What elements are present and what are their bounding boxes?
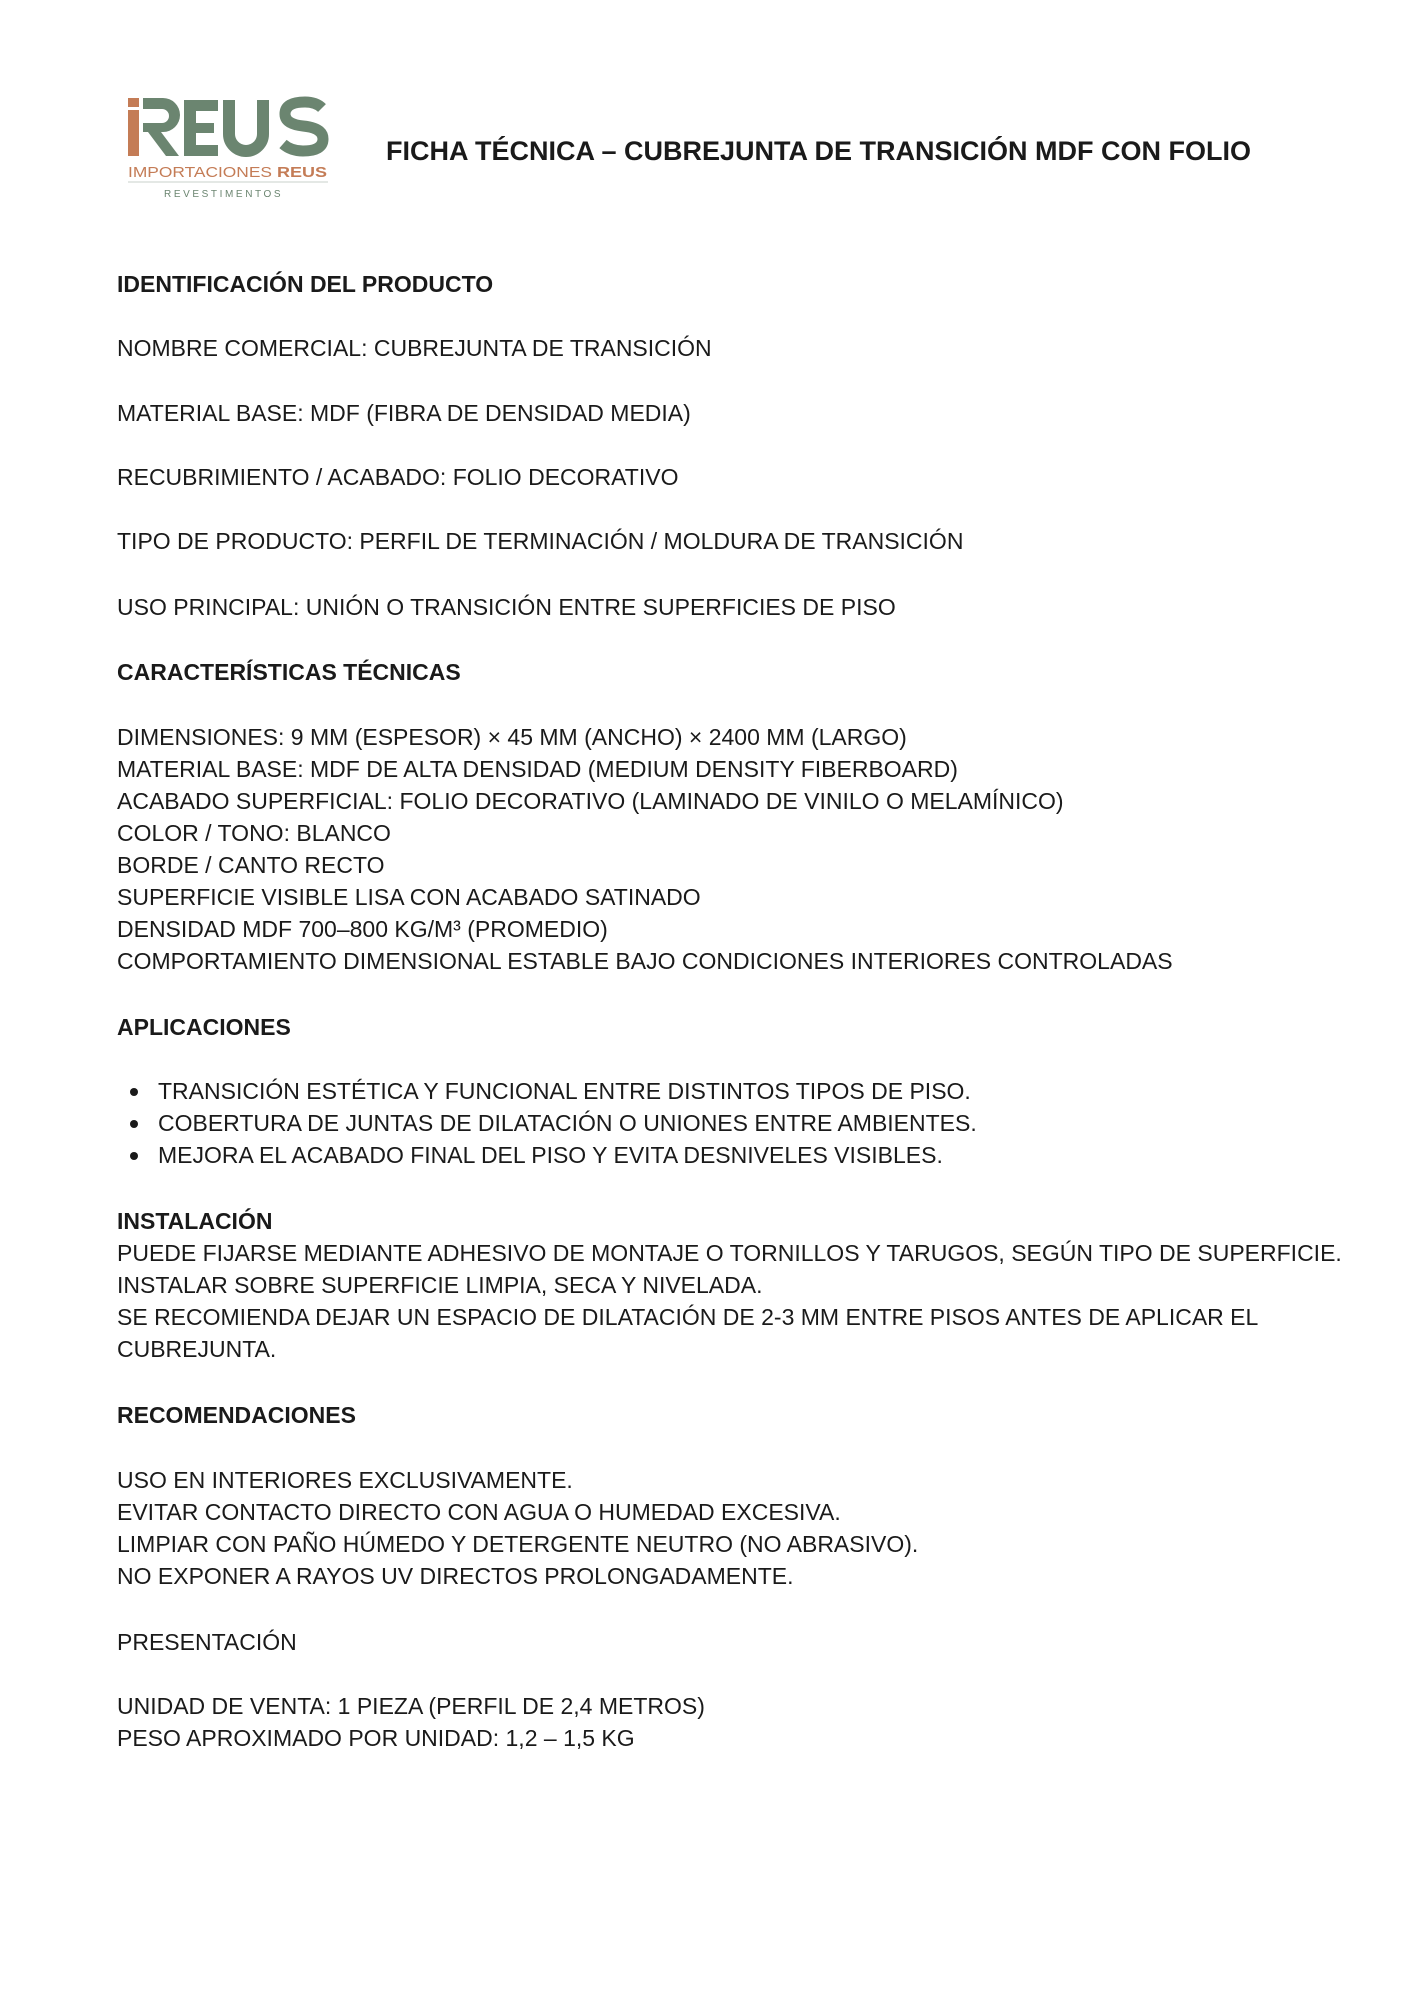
list-item: TRANSICIÓN ESTÉTICA Y FUNCIONAL ENTRE DISTINTOS TIPOS DE PISO. xyxy=(117,1075,977,1107)
spec-item: ACABADO SUPERFICIAL: FOLIO DECORATIVO (LAMINADO DE VINILO O MELAMÍNICO) xyxy=(117,788,1064,814)
section-heading: INSTALACIÓN xyxy=(117,1208,273,1234)
presentation-item: PESO APROXIMADO POR UNIDAD: 1,2 – 1,5 KG xyxy=(117,1725,635,1751)
field-uso-principal: USO PRINCIPAL: UNIÓN O TRANSICIÓN ENTRE SUPERFICIES DE PISO xyxy=(117,594,896,620)
logo-letter-u xyxy=(229,100,263,151)
recommendation-item: NO EXPONER A RAYOS UV DIRECTOS PROLONGADAMENTE. xyxy=(117,1563,794,1589)
field-tipo-producto: TIPO DE PRODUCTO: PERFIL DE TERMINACIÓN / MOLDURA DE TRANSICIÓN xyxy=(117,528,964,554)
spec-item: DIMENSIONES: 9 MM (ESPESOR) × 45 MM (ANCHO) × 2400 MM (LARGO) xyxy=(117,724,907,750)
company-logo xyxy=(124,96,330,200)
recommendation-item: EVITAR CONTACTO DIRECTO CON AGUA O HUMEDAD EXCESIVA. xyxy=(117,1499,841,1525)
logo-letter-s xyxy=(283,102,323,151)
spec-item: SUPERFICIE VISIBLE LISA CON ACABADO SATINADO xyxy=(117,884,701,910)
section-heading: IDENTIFICACIÓN DEL PRODUCTO xyxy=(117,271,494,297)
spec-list xyxy=(117,721,1173,977)
logo-letter-e xyxy=(184,100,218,156)
install-line: PUEDE FIJARSE MEDIANTE ADHESIVO DE MONTAJE O TORNILLOS Y TARUGOS, SEGÚN TIPO DE SUPERFICIE. xyxy=(117,1240,1342,1266)
spec-item: MATERIAL BASE: MDF DE ALTA DENSIDAD (MEDIUM DENSITY FIBERBOARD) xyxy=(117,756,958,782)
bullet-list xyxy=(117,1075,977,1171)
list-item: COBERTURA DE JUNTAS DE DILATACIÓN O UNIONES ENTRE AMBIENTES. xyxy=(117,1107,977,1139)
recommendation-item: USO EN INTERIORES EXCLUSIVAMENTE. xyxy=(117,1467,573,1493)
spec-item: BORDE / CANTO RECTO xyxy=(117,852,385,878)
presentation-item: UNIDAD DE VENTA: 1 PIEZA (PERFIL DE 2,4 METROS) xyxy=(117,1693,705,1719)
recommendation-item: LIMPIAR CON PAÑO HÚMEDO Y DETERGENTE NEUTRO (NO ABRASIVO). xyxy=(117,1531,919,1557)
field-recubrimiento: RECUBRIMIENTO / ACABADO: FOLIO DECORATIVO xyxy=(117,464,679,490)
section-heading: CARACTERÍSTICAS TÉCNICAS xyxy=(117,659,461,685)
section-heading: RECOMENDACIONES xyxy=(117,1402,356,1428)
svg-text:REVESTIMENTOS: REVESTIMENTOS xyxy=(164,189,284,200)
install-line: INSTALAR SOBRE SUPERFICIE LIMPIA, SECA Y NIVELADA. xyxy=(117,1272,763,1298)
install-line: SE RECOMIENDA DEJAR UN ESPACIO DE DILATACIÓN DE 2-3 MM ENTRE PISOS ANTES DE APLICAR EL xyxy=(117,1304,1259,1330)
ireus-logo-mark xyxy=(124,96,330,200)
spec-item: COLOR / TONO: BLANCO xyxy=(117,820,391,846)
svg-text:IMPORTACIONES: IMPORTACIONES xyxy=(128,164,272,181)
section-heading: PRESENTACIÓN xyxy=(117,1629,297,1655)
spec-item: COMPORTAMIENTO DIMENSIONAL ESTABLE BAJO CONDICIONES INTERIORES CONTROLADAS xyxy=(117,948,1173,974)
spec-item: DENSIDAD MDF 700–800 KG/M³ (PROMEDIO) xyxy=(117,916,608,942)
page-title: FICHA TÉCNICA – CUBREJUNTA DE TRANSICIÓN MDF CON FOLIO xyxy=(386,136,1251,166)
field-material-base: MATERIAL BASE: MDF (FIBRA DE DENSIDAD MEDIA) xyxy=(117,400,691,426)
section-heading: APLICACIONES xyxy=(117,1014,291,1040)
list-item: MEJORA EL ACABADO FINAL DEL PISO Y EVITA DESNIVELES VISIBLES. xyxy=(117,1139,977,1171)
svg-text:REUS: REUS xyxy=(277,164,327,181)
field-nombre-comercial: NOMBRE COMERCIAL: CUBREJUNTA DE TRANSICIÓN xyxy=(117,335,712,361)
install-line: CUBREJUNTA. xyxy=(117,1336,277,1362)
